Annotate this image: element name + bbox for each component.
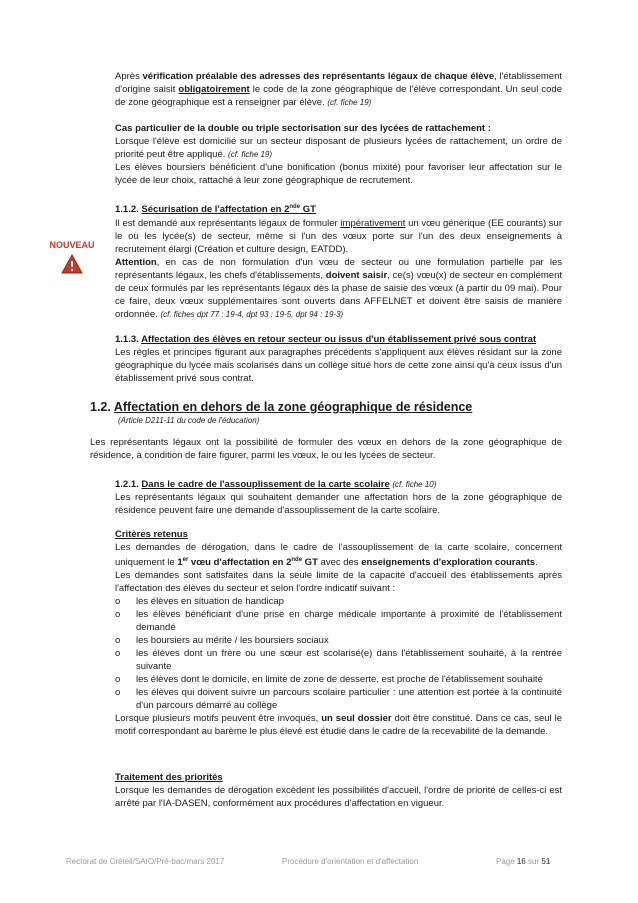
attention-label: Attention <box>115 257 157 269</box>
text: Les demandes de dérogation, dans le cadre de l'assouplissement de la carte scolaire, concernent uniquement le <box>115 542 562 569</box>
section-number: 1.1.2. <box>115 204 142 216</box>
bold-text: vœu d'affectation en 2 <box>188 557 292 569</box>
criteres-section <box>115 528 562 738</box>
intro-paragraph <box>115 70 562 109</box>
section-heading: Cas particulier de la double ou triple sectorisation sur des lycées de rattachement : <box>115 123 491 134</box>
bold-text: 1 <box>177 557 183 569</box>
superscript: nde <box>291 557 303 563</box>
page-separator: sur <box>525 857 542 866</box>
text: doit être constitué. Dans ce cas, seul le motif correspondant au barème le plus élevé est étudié dans le cadre de la recevabilité de la demande. <box>115 713 563 738</box>
superscript: er <box>182 557 189 563</box>
bold-text: un seul dossier <box>321 713 392 725</box>
nouveau-marker <box>37 239 107 278</box>
text: , ce(s) vœu(x) de secteur en complément de ceux formulés par les représentants légaux dès la phase de saisie des vœux (à partir du 09 mai). Pour ce faire, deux vœux supplémentaires sont ouverts dans AFFELNET et doivent être saisis de manière ordonnée. <box>115 270 562 321</box>
section-heading: Critères retenus <box>115 529 188 540</box>
list-item: o les boursiers au mérite / les boursiers sociaux <box>115 634 562 647</box>
list-item: o les élèves qui doivent suivre un parcours scolaire particulier : une attention est portée à la continuité d'un parcours démarré au collège <box>115 686 562 712</box>
bold-text: GT <box>302 557 318 569</box>
reference: (cf. fiche 10) <box>392 480 437 489</box>
page-label: Page <box>496 857 517 866</box>
text: le code de la zone géographique de l'élève correspondant. Un seul code de zone géographique est à renseigner par élève. <box>115 84 562 108</box>
list-item: o les élèves en situation de handicap <box>115 595 562 608</box>
text: Après <box>115 71 143 82</box>
footer-page <box>496 855 550 868</box>
nouveau-label: NOUVEAU <box>49 240 95 250</box>
reference: (cf. fiche 19) <box>327 98 372 107</box>
bold-underlined-text: obligatoirement <box>178 84 250 95</box>
bold-text: vérification préalable des adresses des représentants légaux de chaque élève <box>142 71 495 82</box>
section-title: Affectation en dehors de la zone géographique de résidence <box>113 400 473 414</box>
priorites-section <box>115 771 562 810</box>
warning-icon <box>61 254 83 274</box>
section-number: 1.1.3. <box>115 334 142 345</box>
page-total: 51 <box>541 857 551 866</box>
list-item: o les élèves dont le domicile, en limite de zone de desserte, est proche de l'établissement souhaité <box>115 673 562 686</box>
double-sectorisation-section <box>115 122 562 187</box>
section-heading: Traitement des priorités <box>115 772 223 783</box>
section-1-1-3 <box>115 333 562 385</box>
text: un vœu générique (EE courants) sur le ou les lycée(s) de secteur, même si l'un des vœux porte sur l'un des deux enseignements à recrutement élargi (Création et culture design, EATDD). <box>115 218 563 256</box>
text: . <box>535 557 538 569</box>
reference: (cf. fiches dpt 77 : 19-4, dpt 93 : 19-5, dpt 94 : 19-3) <box>160 310 344 320</box>
section-title: Dans le cadre de l'assouplissement de la carte scolaire <box>141 479 390 490</box>
reference: (Article D211-11 du code de l'éducation) <box>118 416 260 425</box>
page-number: 16 <box>516 857 526 866</box>
text: Il est demandé aux représentants légaux de formuler <box>115 218 341 230</box>
section-1-2 <box>90 399 562 427</box>
text: Les représentants légaux ont la possibilité de formuler des vœux en dehors de la zone géographique de résidence, à condition de faire figurer, parmi les vœux, le ou les lycées de secteur. <box>90 437 562 461</box>
text: Lorsque l'élève est domicilié sur un secteur disposant de plusieurs lycées de rattachement, un ordre de priorité peut être appliqué. <box>115 136 562 160</box>
text: Les représentants légaux qui souhaitent demander une affectation hors de la zone géographique de résidence peuvent faire une demande d'assouplissement de la carte scolaire. <box>115 492 562 516</box>
footer-center: Procédure d'orientation et d'affectation <box>282 857 419 866</box>
list-item: o les élèves dont un frère ou une sœur est scolarisé(e) dans l'établissement souhaité, à la rentrée suivante <box>115 647 562 673</box>
section-number: 1.2.1. <box>115 479 142 490</box>
text: Lorsque les demandes de dérogation excèdent les possibilités d'accueil, l'ordre de priorité de celles-ci est arrêté par l'IA-DASEN, conformément aux procédures d'affectation en vigueur. <box>115 785 562 809</box>
footer-left: Rectorat de Créteil/SAIO/Pré-bac/mars 2017 <box>66 857 225 866</box>
text: Les élèves boursiers bénéficient d'une bonification (bonus mixité) pour favoriser leur affectation sur le lycée de leur choix, rattaché à leur zone géographique de recrutement. <box>115 162 562 186</box>
list-item: o les élèves bénéficiant d'une prise en charge médicale importante à proximité de l'établissement demandé <box>115 608 562 634</box>
text: , l'établissement d'origine saisit <box>115 71 562 95</box>
criteria-list <box>115 595 562 712</box>
underlined-text: impérativement <box>340 218 406 230</box>
section-title-suffix: GT <box>300 204 316 216</box>
bold-text: doivent saisir <box>325 270 388 282</box>
reference: (cf. fiche 19) <box>228 150 273 159</box>
section-1-1-2 <box>115 201 562 321</box>
text: Les règles et principes figurant aux paragraphes précédents s'appliquent aux élèves résidant sur la zone géographique du lycée mais scolarisés dans un collège situé hors de cette zone ainsi qu'à ceux issus d'un établissement privé sous contrat. <box>115 347 562 384</box>
section-number: 1.2. <box>90 400 114 414</box>
section-title: Affectation des élèves en retour secteur ou issus d'un établissement privé sous contrat <box>141 334 537 345</box>
text: avec des <box>317 557 362 569</box>
text: , en cas de non formulation d'un vœu de secteur ou une formulation partielle par les représentants légaux, les chefs d'établissements, <box>115 257 562 282</box>
bold-text: enseignements d'exploration courants <box>361 557 536 569</box>
section-1-2-text <box>90 436 562 462</box>
superscript: nde <box>289 204 301 210</box>
text: Lorsque plusieurs motifs peuvent être invoqués, <box>115 713 322 725</box>
section-1-2-1 <box>115 478 562 517</box>
section-title: Sécurisation de l'affectation en 2 <box>141 204 290 216</box>
text: Les demandes sont satisfaites dans la seule limite de la capacité d'accueil des établissements après l'affectation des élèves du secteur et selon l'ordre indicatif suivant : <box>115 570 562 595</box>
